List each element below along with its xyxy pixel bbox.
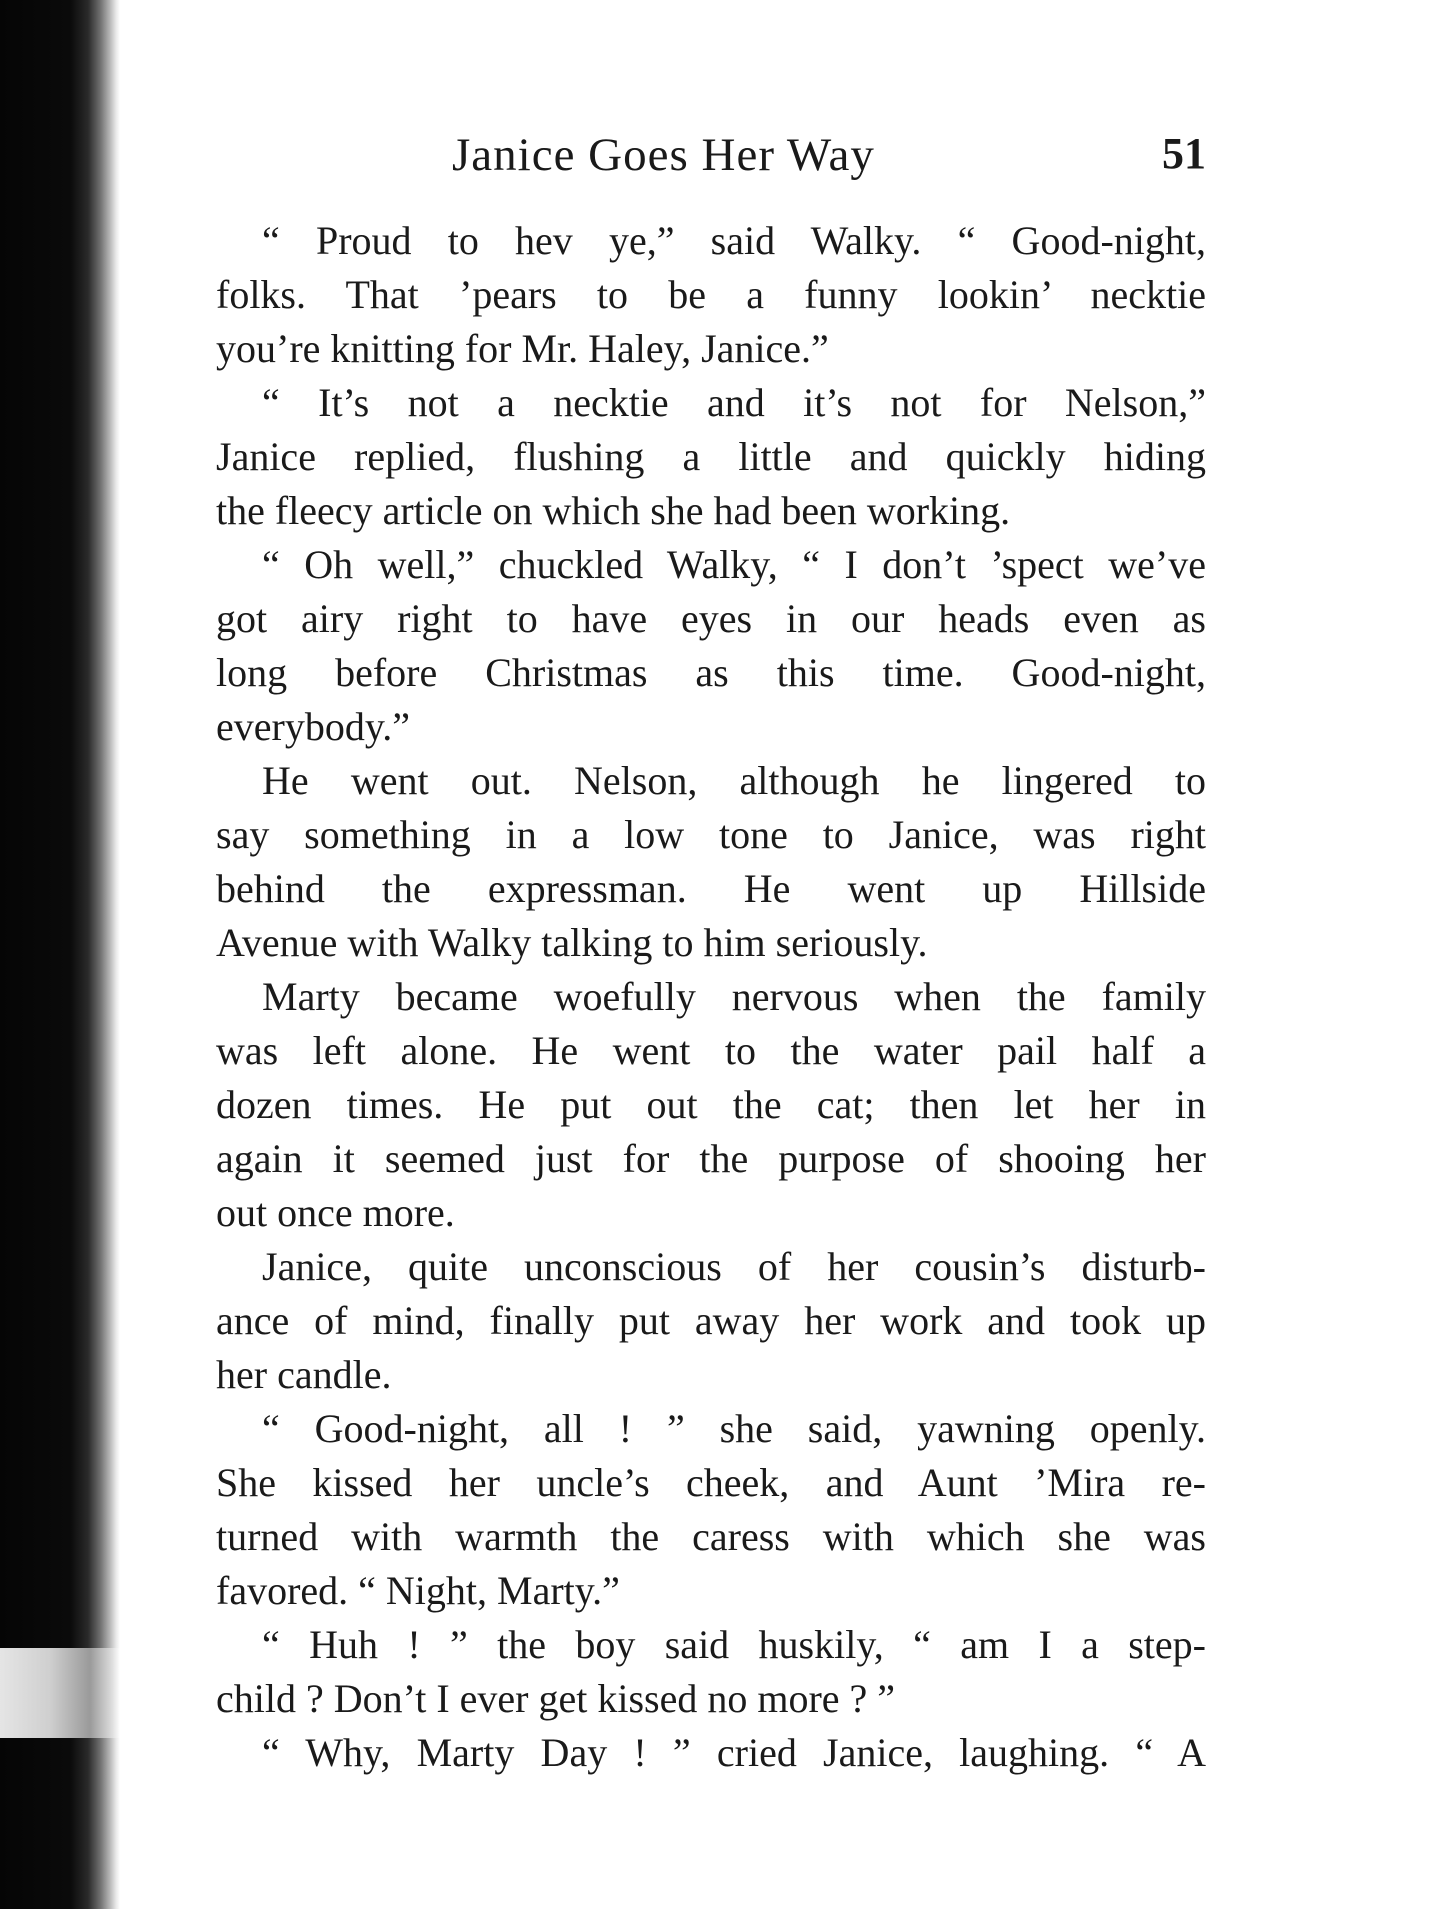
- text-line: Janice, quite unconscious of her cousin’s disturb-: [262, 1244, 1206, 1289]
- text-line: was left alone. He went to the water pail half a: [216, 1028, 1206, 1073]
- text-line: child ? Don’t I ever get kissed no more ? ”: [216, 1676, 896, 1721]
- text-line: ance of mind, finally put away her work and took up: [216, 1298, 1206, 1343]
- text-line: Marty became woefully nervous when the family: [262, 974, 1206, 1019]
- text-line: She kissed her uncle’s cheek, and Aunt ’Mira re-: [216, 1460, 1206, 1505]
- scanned-binding-edge: [0, 0, 120, 1909]
- text-line: you’re knitting for Mr. Haley, Janice.”: [216, 326, 829, 371]
- text-line: say something in a low tone to Janice, was right: [216, 812, 1206, 857]
- text-line: Janice replied, flushing a little and quickly hiding: [216, 434, 1206, 479]
- text-line: “ Huh ! ” the boy said huskily, “ am I a step-: [262, 1622, 1206, 1667]
- text-line: dozen times. He put out the cat; then let her in: [216, 1082, 1206, 1127]
- text-line: “ Why, Marty Day ! ” cried Janice, laughing. “ A: [262, 1730, 1206, 1775]
- body-text: [216, 214, 1206, 1780]
- text-line: out once more.: [216, 1190, 455, 1235]
- text-line: “ Oh well,” chuckled Walky, “ I don’t ’spect we’ve: [262, 542, 1206, 587]
- text-line: turned with warmth the caress with which she was: [216, 1514, 1206, 1559]
- page-number: 51: [1162, 129, 1206, 178]
- text-line: Avenue with Walky talking to him seriously.: [216, 920, 928, 965]
- text-line: everybody.”: [216, 704, 410, 749]
- text-line: “ Good-night, all ! ” she said, yawning openly.: [262, 1406, 1206, 1451]
- page-header: [218, 128, 1206, 198]
- text-line: favored. “ Night, Marty.”: [216, 1568, 620, 1613]
- text-line: again it seemed just for the purpose of shooing her: [216, 1136, 1206, 1181]
- text-line: folks. That ’pears to be a funny lookin’ necktie: [216, 272, 1206, 317]
- text-line: He went out. Nelson, although he lingered to: [262, 758, 1206, 803]
- text-line: long before Christmas as this time. Good-night,: [216, 650, 1206, 695]
- text-line: her candle.: [216, 1352, 392, 1397]
- running-title: Janice Goes Her Way: [452, 129, 875, 181]
- text-line: behind the expressman. He went up Hillside: [216, 866, 1206, 911]
- text-line: “ Proud to hev ye,” said Walky. “ Good-night,: [262, 218, 1206, 263]
- binding-edge-gap: [0, 1648, 120, 1738]
- text-line: the fleecy article on which she had been working.: [216, 488, 1011, 533]
- text-line: “ It’s not a necktie and it’s not for Nelson,”: [262, 380, 1206, 425]
- text-line: got airy right to have eyes in our heads even as: [216, 596, 1206, 641]
